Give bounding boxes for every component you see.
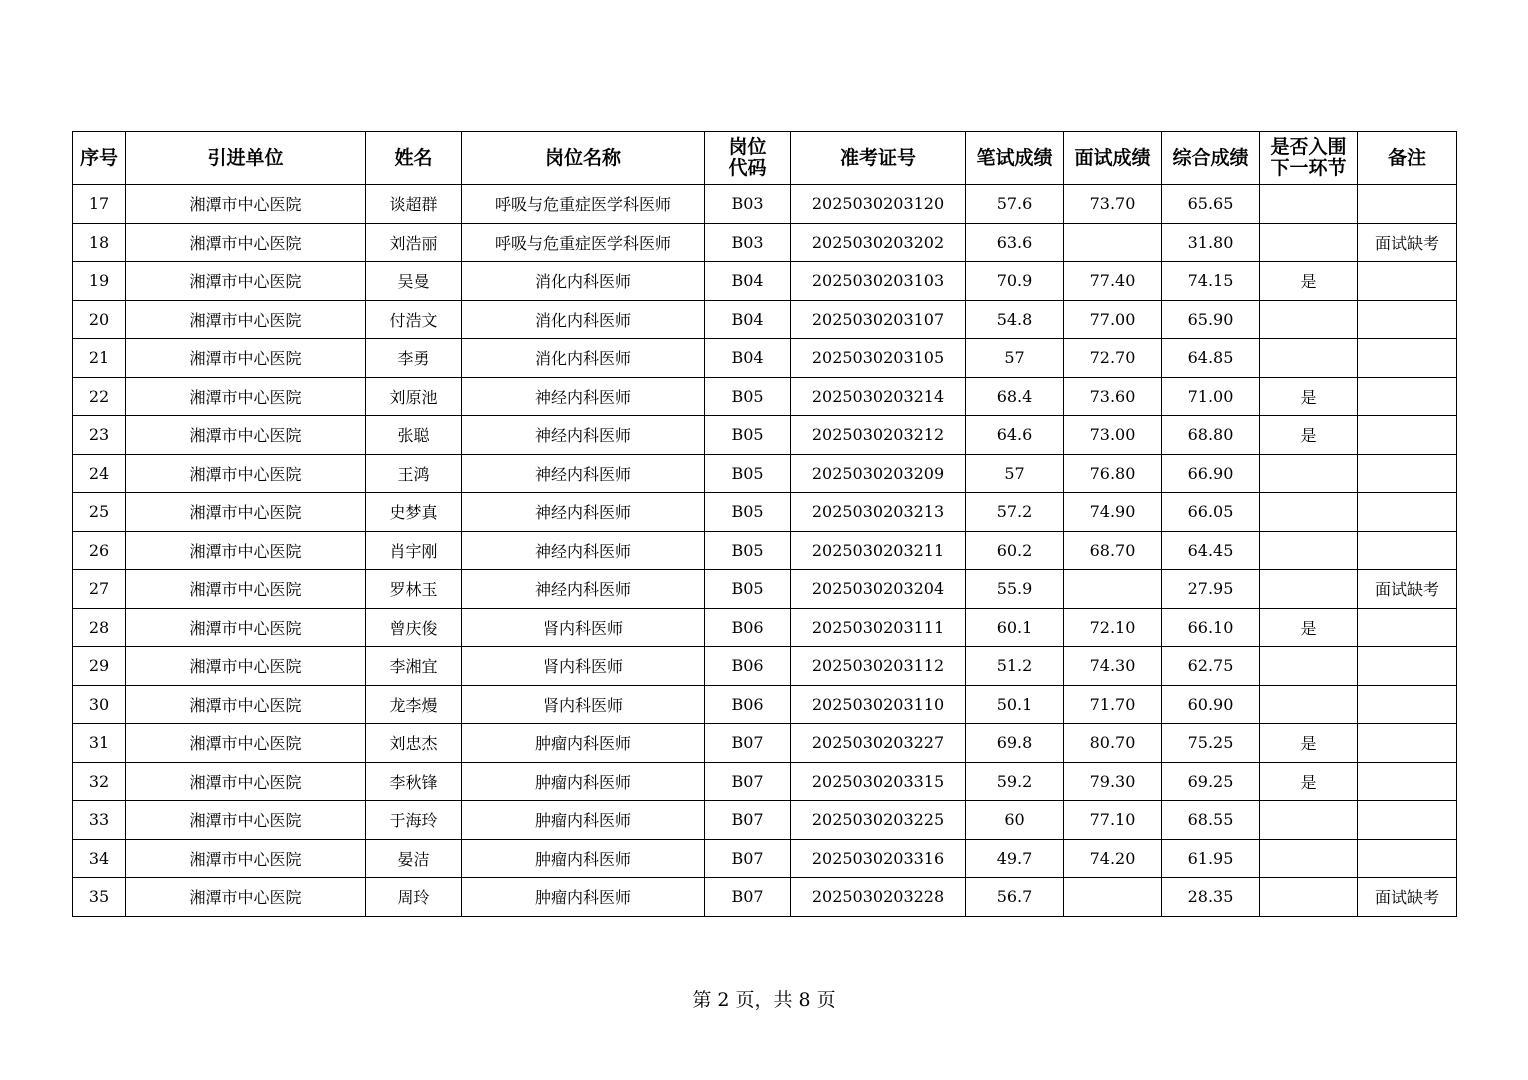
- cell-name: 曾庆俊: [366, 608, 462, 647]
- cell-interview: 72.10: [1064, 608, 1162, 647]
- cell-interview: 73.70: [1064, 185, 1162, 224]
- column-header-code: [705, 132, 791, 185]
- table-row: [73, 724, 1457, 763]
- cell-ticket: 2025030203120: [791, 185, 966, 224]
- cell-note: 面试缺考: [1358, 878, 1457, 917]
- cell-code: B06: [705, 608, 791, 647]
- cell-total: 60.90: [1162, 685, 1260, 724]
- cell-unit: 湘潭市中心医院: [126, 223, 366, 262]
- cell-written: 54.8: [966, 300, 1064, 339]
- cell-total: 66.90: [1162, 454, 1260, 493]
- cell-interview: 71.70: [1064, 685, 1162, 724]
- cell-written: 60: [966, 801, 1064, 840]
- cell-position: 呼吸与危重症医学科医师: [462, 223, 705, 262]
- cell-no: 21: [73, 339, 126, 378]
- table-row: [73, 300, 1457, 339]
- cell-position: 消化内科医师: [462, 300, 705, 339]
- cell-note: [1358, 454, 1457, 493]
- cell-written: 56.7: [966, 878, 1064, 917]
- cell-written: 57.2: [966, 493, 1064, 532]
- cell-interview: 76.80: [1064, 454, 1162, 493]
- cell-ticket: 2025030203316: [791, 839, 966, 878]
- table-body: [73, 185, 1457, 917]
- cell-name: 李勇: [366, 339, 462, 378]
- cell-next: 是: [1260, 262, 1358, 301]
- table-row: [73, 647, 1457, 686]
- cell-code: B06: [705, 685, 791, 724]
- cell-ticket: 2025030203107: [791, 300, 966, 339]
- cell-interview: 80.70: [1064, 724, 1162, 763]
- cell-name: 谈超群: [366, 185, 462, 224]
- cell-ticket: 2025030203315: [791, 762, 966, 801]
- cell-name: 李湘宜: [366, 647, 462, 686]
- cell-unit: 湘潭市中心医院: [126, 608, 366, 647]
- table-row: [73, 878, 1457, 917]
- cell-unit: 湘潭市中心医院: [126, 416, 366, 455]
- cell-interview: 74.30: [1064, 647, 1162, 686]
- cell-written: 57: [966, 454, 1064, 493]
- cell-written: 63.6: [966, 223, 1064, 262]
- cell-next: [1260, 647, 1358, 686]
- table-row: [73, 223, 1457, 262]
- cell-written: 50.1: [966, 685, 1064, 724]
- cell-no: 26: [73, 531, 126, 570]
- cell-code: B07: [705, 878, 791, 917]
- cell-ticket: 2025030203112: [791, 647, 966, 686]
- cell-total: 28.35: [1162, 878, 1260, 917]
- column-header-name: [366, 132, 462, 185]
- cell-ticket: 2025030203110: [791, 685, 966, 724]
- cell-total: 64.85: [1162, 339, 1260, 378]
- table-row: [73, 377, 1457, 416]
- cell-total: 27.95: [1162, 570, 1260, 609]
- column-header-unit: [126, 132, 366, 185]
- cell-name: 李秋锋: [366, 762, 462, 801]
- cell-total: 65.65: [1162, 185, 1260, 224]
- cell-unit: 湘潭市中心医院: [126, 724, 366, 763]
- cell-position: 神经内科医师: [462, 454, 705, 493]
- cell-written: 57: [966, 339, 1064, 378]
- score-table: [72, 131, 1457, 917]
- cell-note: [1358, 724, 1457, 763]
- cell-next: 是: [1260, 377, 1358, 416]
- cell-interview: 77.00: [1064, 300, 1162, 339]
- cell-total: 64.45: [1162, 531, 1260, 570]
- cell-ticket: 2025030203103: [791, 262, 966, 301]
- cell-next: [1260, 839, 1358, 878]
- cell-next: [1260, 878, 1358, 917]
- cell-unit: 湘潭市中心医院: [126, 531, 366, 570]
- cell-total: 68.80: [1162, 416, 1260, 455]
- table-row: [73, 339, 1457, 378]
- cell-no: 35: [73, 878, 126, 917]
- cell-code: B05: [705, 493, 791, 532]
- cell-next: 是: [1260, 608, 1358, 647]
- cell-position: 肾内科医师: [462, 647, 705, 686]
- column-header-unit-line: 引进单位: [207, 146, 284, 169]
- cell-written: 55.9: [966, 570, 1064, 609]
- cell-name: 龙李熳: [366, 685, 462, 724]
- cell-name: 史梦真: [366, 493, 462, 532]
- cell-position: 肿瘤内科医师: [462, 878, 705, 917]
- cell-no: 32: [73, 762, 126, 801]
- cell-written: 49.7: [966, 839, 1064, 878]
- cell-written: 51.2: [966, 647, 1064, 686]
- cell-unit: 湘潭市中心医院: [126, 878, 366, 917]
- cell-written: 57.6: [966, 185, 1064, 224]
- cell-no: 31: [73, 724, 126, 763]
- cell-next: [1260, 531, 1358, 570]
- cell-ticket: 2025030203211: [791, 531, 966, 570]
- cell-written: 64.6: [966, 416, 1064, 455]
- cell-unit: 湘潭市中心医院: [126, 454, 366, 493]
- page-number: 第 2 页，共 8 页: [692, 989, 836, 1011]
- cell-note: [1358, 493, 1457, 532]
- cell-no: 27: [73, 570, 126, 609]
- cell-unit: 湘潭市中心医院: [126, 762, 366, 801]
- cell-interview: 68.70: [1064, 531, 1162, 570]
- cell-total: 71.00: [1162, 377, 1260, 416]
- cell-code: B03: [705, 223, 791, 262]
- cell-total: 66.10: [1162, 608, 1260, 647]
- cell-no: 17: [73, 185, 126, 224]
- table-header: [73, 132, 1457, 185]
- cell-next: [1260, 223, 1358, 262]
- cell-ticket: 2025030203213: [791, 493, 966, 532]
- cell-interview: 79.30: [1064, 762, 1162, 801]
- score-table-container: [72, 131, 1457, 917]
- cell-total: 68.55: [1162, 801, 1260, 840]
- cell-no: 22: [73, 377, 126, 416]
- cell-unit: 湘潭市中心医院: [126, 839, 366, 878]
- cell-note: [1358, 801, 1457, 840]
- column-header-ticket: [791, 132, 966, 185]
- cell-total: 75.25: [1162, 724, 1260, 763]
- cell-ticket: 2025030203227: [791, 724, 966, 763]
- cell-ticket: 2025030203202: [791, 223, 966, 262]
- cell-position: 肿瘤内科医师: [462, 724, 705, 763]
- cell-note: [1358, 377, 1457, 416]
- cell-unit: 湘潭市中心医院: [126, 377, 366, 416]
- cell-ticket: 2025030203209: [791, 454, 966, 493]
- cell-total: 65.90: [1162, 300, 1260, 339]
- cell-written: 68.4: [966, 377, 1064, 416]
- cell-total: 66.05: [1162, 493, 1260, 532]
- cell-note: [1358, 531, 1457, 570]
- cell-note: [1358, 339, 1457, 378]
- cell-code: B07: [705, 762, 791, 801]
- cell-code: B05: [705, 377, 791, 416]
- cell-no: 19: [73, 262, 126, 301]
- cell-unit: 湘潭市中心医院: [126, 647, 366, 686]
- cell-no: 33: [73, 801, 126, 840]
- cell-next: [1260, 300, 1358, 339]
- column-header-note: [1358, 132, 1457, 185]
- column-header-next: [1260, 132, 1358, 185]
- cell-name: 刘浩丽: [366, 223, 462, 262]
- cell-next: [1260, 801, 1358, 840]
- column-header-next-line: 下一环节: [1270, 157, 1347, 179]
- cell-code: B03: [705, 185, 791, 224]
- column-header-position-line: 岗位名称: [544, 146, 621, 169]
- cell-total: 62.75: [1162, 647, 1260, 686]
- cell-note: 面试缺考: [1358, 223, 1457, 262]
- cell-code: B06: [705, 647, 791, 686]
- column-header-interview-line: 面试成绩: [1074, 146, 1151, 169]
- cell-written: 70.9: [966, 262, 1064, 301]
- cell-note: [1358, 262, 1457, 301]
- cell-note: [1358, 762, 1457, 801]
- cell-next: 是: [1260, 724, 1358, 763]
- table-row: [73, 416, 1457, 455]
- cell-no: 28: [73, 608, 126, 647]
- cell-code: B04: [705, 262, 791, 301]
- cell-note: [1358, 416, 1457, 455]
- cell-code: B04: [705, 339, 791, 378]
- column-header-name-line: 姓名: [394, 146, 433, 169]
- cell-note: [1358, 839, 1457, 878]
- cell-note: 面试缺考: [1358, 570, 1457, 609]
- cell-total: 31.80: [1162, 223, 1260, 262]
- cell-interview: 77.40: [1064, 262, 1162, 301]
- cell-next: [1260, 339, 1358, 378]
- cell-position: 神经内科医师: [462, 377, 705, 416]
- cell-note: [1358, 608, 1457, 647]
- cell-interview: 74.20: [1064, 839, 1162, 878]
- cell-no: 23: [73, 416, 126, 455]
- cell-name: 王鸿: [366, 454, 462, 493]
- cell-unit: 湘潭市中心医院: [126, 685, 366, 724]
- column-header-total: [1162, 132, 1260, 185]
- cell-ticket: 2025030203214: [791, 377, 966, 416]
- cell-name: 罗林玉: [366, 570, 462, 609]
- cell-position: 神经内科医师: [462, 416, 705, 455]
- cell-no: 30: [73, 685, 126, 724]
- cell-name: 刘原池: [366, 377, 462, 416]
- cell-unit: 湘潭市中心医院: [126, 801, 366, 840]
- cell-code: B07: [705, 801, 791, 840]
- cell-no: 18: [73, 223, 126, 262]
- column-header-interview: [1064, 132, 1162, 185]
- cell-position: 消化内科医师: [462, 262, 705, 301]
- cell-no: 20: [73, 300, 126, 339]
- table-row: [73, 185, 1457, 224]
- cell-name: 肖宇刚: [366, 531, 462, 570]
- table-row: [73, 493, 1457, 532]
- cell-ticket: 2025030203111: [791, 608, 966, 647]
- cell-unit: 湘潭市中心医院: [126, 300, 366, 339]
- cell-unit: 湘潭市中心医院: [126, 185, 366, 224]
- cell-next: [1260, 454, 1358, 493]
- cell-note: [1358, 647, 1457, 686]
- cell-interview: [1064, 878, 1162, 917]
- table-row: [73, 454, 1457, 493]
- cell-position: 神经内科医师: [462, 531, 705, 570]
- cell-position: 神经内科医师: [462, 570, 705, 609]
- cell-name: 吴曼: [366, 262, 462, 301]
- cell-position: 肾内科医师: [462, 685, 705, 724]
- table-row: [73, 839, 1457, 878]
- table-row: [73, 685, 1457, 724]
- cell-position: 肿瘤内科医师: [462, 801, 705, 840]
- cell-total: 74.15: [1162, 262, 1260, 301]
- column-header-note-line: 备注: [1387, 146, 1426, 169]
- cell-note: [1358, 185, 1457, 224]
- cell-position: 肿瘤内科医师: [462, 762, 705, 801]
- cell-note: [1358, 685, 1457, 724]
- column-header-written: [966, 132, 1064, 185]
- cell-position: 肾内科医师: [462, 608, 705, 647]
- cell-code: B05: [705, 416, 791, 455]
- cell-next: [1260, 185, 1358, 224]
- cell-name: 周玲: [366, 878, 462, 917]
- cell-total: 69.25: [1162, 762, 1260, 801]
- cell-next: [1260, 685, 1358, 724]
- column-header-position: [462, 132, 705, 185]
- cell-ticket: 2025030203228: [791, 878, 966, 917]
- cell-next: [1260, 493, 1358, 532]
- table-row: [73, 762, 1457, 801]
- cell-note: [1358, 300, 1457, 339]
- column-header-written-line: 笔试成绩: [976, 146, 1053, 169]
- cell-name: 刘忠杰: [366, 724, 462, 763]
- cell-interview: 74.90: [1064, 493, 1162, 532]
- cell-no: 25: [73, 493, 126, 532]
- column-header-ticket-line: 准考证号: [839, 146, 916, 169]
- cell-name: 于海玲: [366, 801, 462, 840]
- cell-total: 61.95: [1162, 839, 1260, 878]
- column-header-no-line: 序号: [79, 146, 118, 169]
- column-header-total-line: 综合成绩: [1172, 146, 1249, 169]
- cell-interview: [1064, 570, 1162, 609]
- cell-next: 是: [1260, 762, 1358, 801]
- cell-name: 晏洁: [366, 839, 462, 878]
- column-header-no: [73, 132, 126, 185]
- cell-ticket: 2025030203225: [791, 801, 966, 840]
- cell-written: 59.2: [966, 762, 1064, 801]
- cell-code: B07: [705, 724, 791, 763]
- cell-no: 29: [73, 647, 126, 686]
- table-row: [73, 608, 1457, 647]
- cell-name: 付浩文: [366, 300, 462, 339]
- cell-code: B07: [705, 839, 791, 878]
- cell-written: 60.1: [966, 608, 1064, 647]
- cell-no: 34: [73, 839, 126, 878]
- cell-position: 神经内科医师: [462, 493, 705, 532]
- table-row: [73, 262, 1457, 301]
- cell-name: 张聪: [366, 416, 462, 455]
- cell-written: 60.2: [966, 531, 1064, 570]
- cell-unit: 湘潭市中心医院: [126, 262, 366, 301]
- table-row: [73, 531, 1457, 570]
- column-header-next-line: 是否入围: [1270, 136, 1347, 158]
- cell-next: 是: [1260, 416, 1358, 455]
- cell-unit: 湘潭市中心医院: [126, 570, 366, 609]
- cell-code: B05: [705, 531, 791, 570]
- cell-position: 呼吸与危重症医学科医师: [462, 185, 705, 224]
- cell-position: 肿瘤内科医师: [462, 839, 705, 878]
- cell-position: 消化内科医师: [462, 339, 705, 378]
- cell-code: B05: [705, 454, 791, 493]
- cell-next: [1260, 570, 1358, 609]
- column-header-code-line: 岗位: [728, 136, 767, 158]
- cell-ticket: 2025030203204: [791, 570, 966, 609]
- cell-code: B05: [705, 570, 791, 609]
- cell-no: 24: [73, 454, 126, 493]
- table-row: [73, 801, 1457, 840]
- cell-unit: 湘潭市中心医院: [126, 493, 366, 532]
- cell-interview: 73.00: [1064, 416, 1162, 455]
- cell-interview: 73.60: [1064, 377, 1162, 416]
- cell-written: 69.8: [966, 724, 1064, 763]
- table-row: [73, 570, 1457, 609]
- column-header-code-line: 代码: [728, 157, 767, 179]
- cell-interview: 77.10: [1064, 801, 1162, 840]
- header-row: [73, 132, 1457, 185]
- cell-code: B04: [705, 300, 791, 339]
- cell-interview: [1064, 223, 1162, 262]
- cell-unit: 湘潭市中心医院: [126, 339, 366, 378]
- cell-ticket: 2025030203212: [791, 416, 966, 455]
- cell-ticket: 2025030203105: [791, 339, 966, 378]
- cell-interview: 72.70: [1064, 339, 1162, 378]
